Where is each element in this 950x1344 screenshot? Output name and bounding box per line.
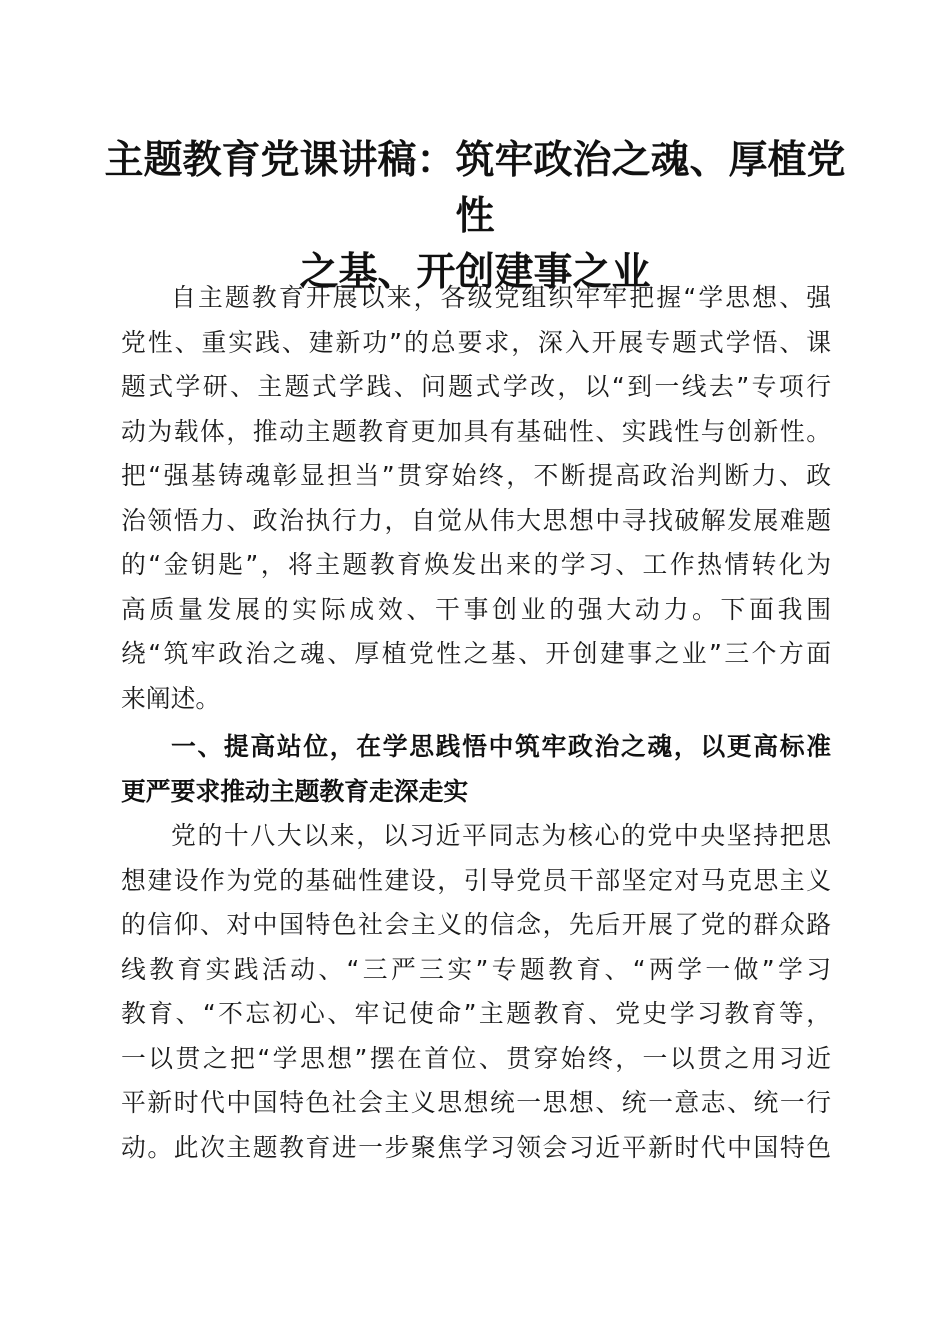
paragraph-line: 动为载体，推动主题教育更加具有基础性、实践性与创新性。 xyxy=(121,416,831,446)
paragraph-line: 一以贯之把“学思想”摆在首位、贯穿始终，一以贯之用习近 xyxy=(121,1043,831,1073)
heading-line: 一、提高站位，在学思践悟中筑牢政治之魂，以更高标准 xyxy=(171,732,831,761)
paragraph-line: 平新时代中国特色社会主义思想统一思想、统一意志、统一行 xyxy=(121,1088,831,1117)
paragraph-line: 的信仰、对中国特色社会主义的信念，先后开展了党的群众路 xyxy=(121,910,831,939)
section-paragraph xyxy=(121,814,831,1170)
paragraph-line: 绕“筑牢政治之魂、厚植党性之基、开创建事之业”三个方面 xyxy=(121,639,831,668)
paragraph-line: 来阐述。 xyxy=(121,683,221,713)
document-body xyxy=(121,276,831,1170)
paragraph-line: 教育、“不忘初心、牢记使命”主题教育、党史学习教育等， xyxy=(121,999,831,1028)
paragraph-line: 想建设作为党的基础性建设，引导党员干部坚定对马克思主义 xyxy=(121,865,831,895)
paragraph-line: 线教育实践活动、“三严三实”专题教育、“两学一做”学习 xyxy=(121,954,831,984)
paragraph-line: 题式学研、主题式学践、问题式学改，以“到一线去”专项行 xyxy=(121,372,831,401)
intro-paragraph xyxy=(121,276,831,721)
paragraph-line: 高质量发展的实际成效、干事创业的强大动力。下面我围 xyxy=(121,594,831,624)
paragraph-line: 党的十八大以来，以习近平同志为核心的党中央坚持把思 xyxy=(171,821,831,850)
title-line: 主题教育党课讲稿：筑牢政治之魂、厚植党性 xyxy=(104,137,846,239)
paragraph-line: 治领悟力、政治执行力，自觉从伟大思想中寻找破解发展难题 xyxy=(121,505,831,535)
paragraph-line: 党性、重实践、建新功”的总要求，深入开展专题式学悟、课 xyxy=(121,327,831,357)
title-line: 之基、开创建事之业 xyxy=(299,249,651,295)
heading-line: 更严要求推动主题教育走深走实 xyxy=(121,776,469,806)
paragraph-line: 动。此次主题教育进一步聚焦学习领会习近平新时代中国特色 xyxy=(121,1132,831,1162)
paragraph-line: 把“强基铸魂彰显担当”贯穿始终，不断提高政治判断力、政 xyxy=(121,461,831,490)
paragraph-line: 的“金钥匙”，将主题教育焕发出来的学习、工作热情转化为 xyxy=(121,550,831,579)
section-heading xyxy=(121,725,831,814)
document-title xyxy=(100,132,850,300)
paragraph-line: 自主题教育开展以来，各级党组织牢牢把握“学思想、强 xyxy=(171,283,831,312)
